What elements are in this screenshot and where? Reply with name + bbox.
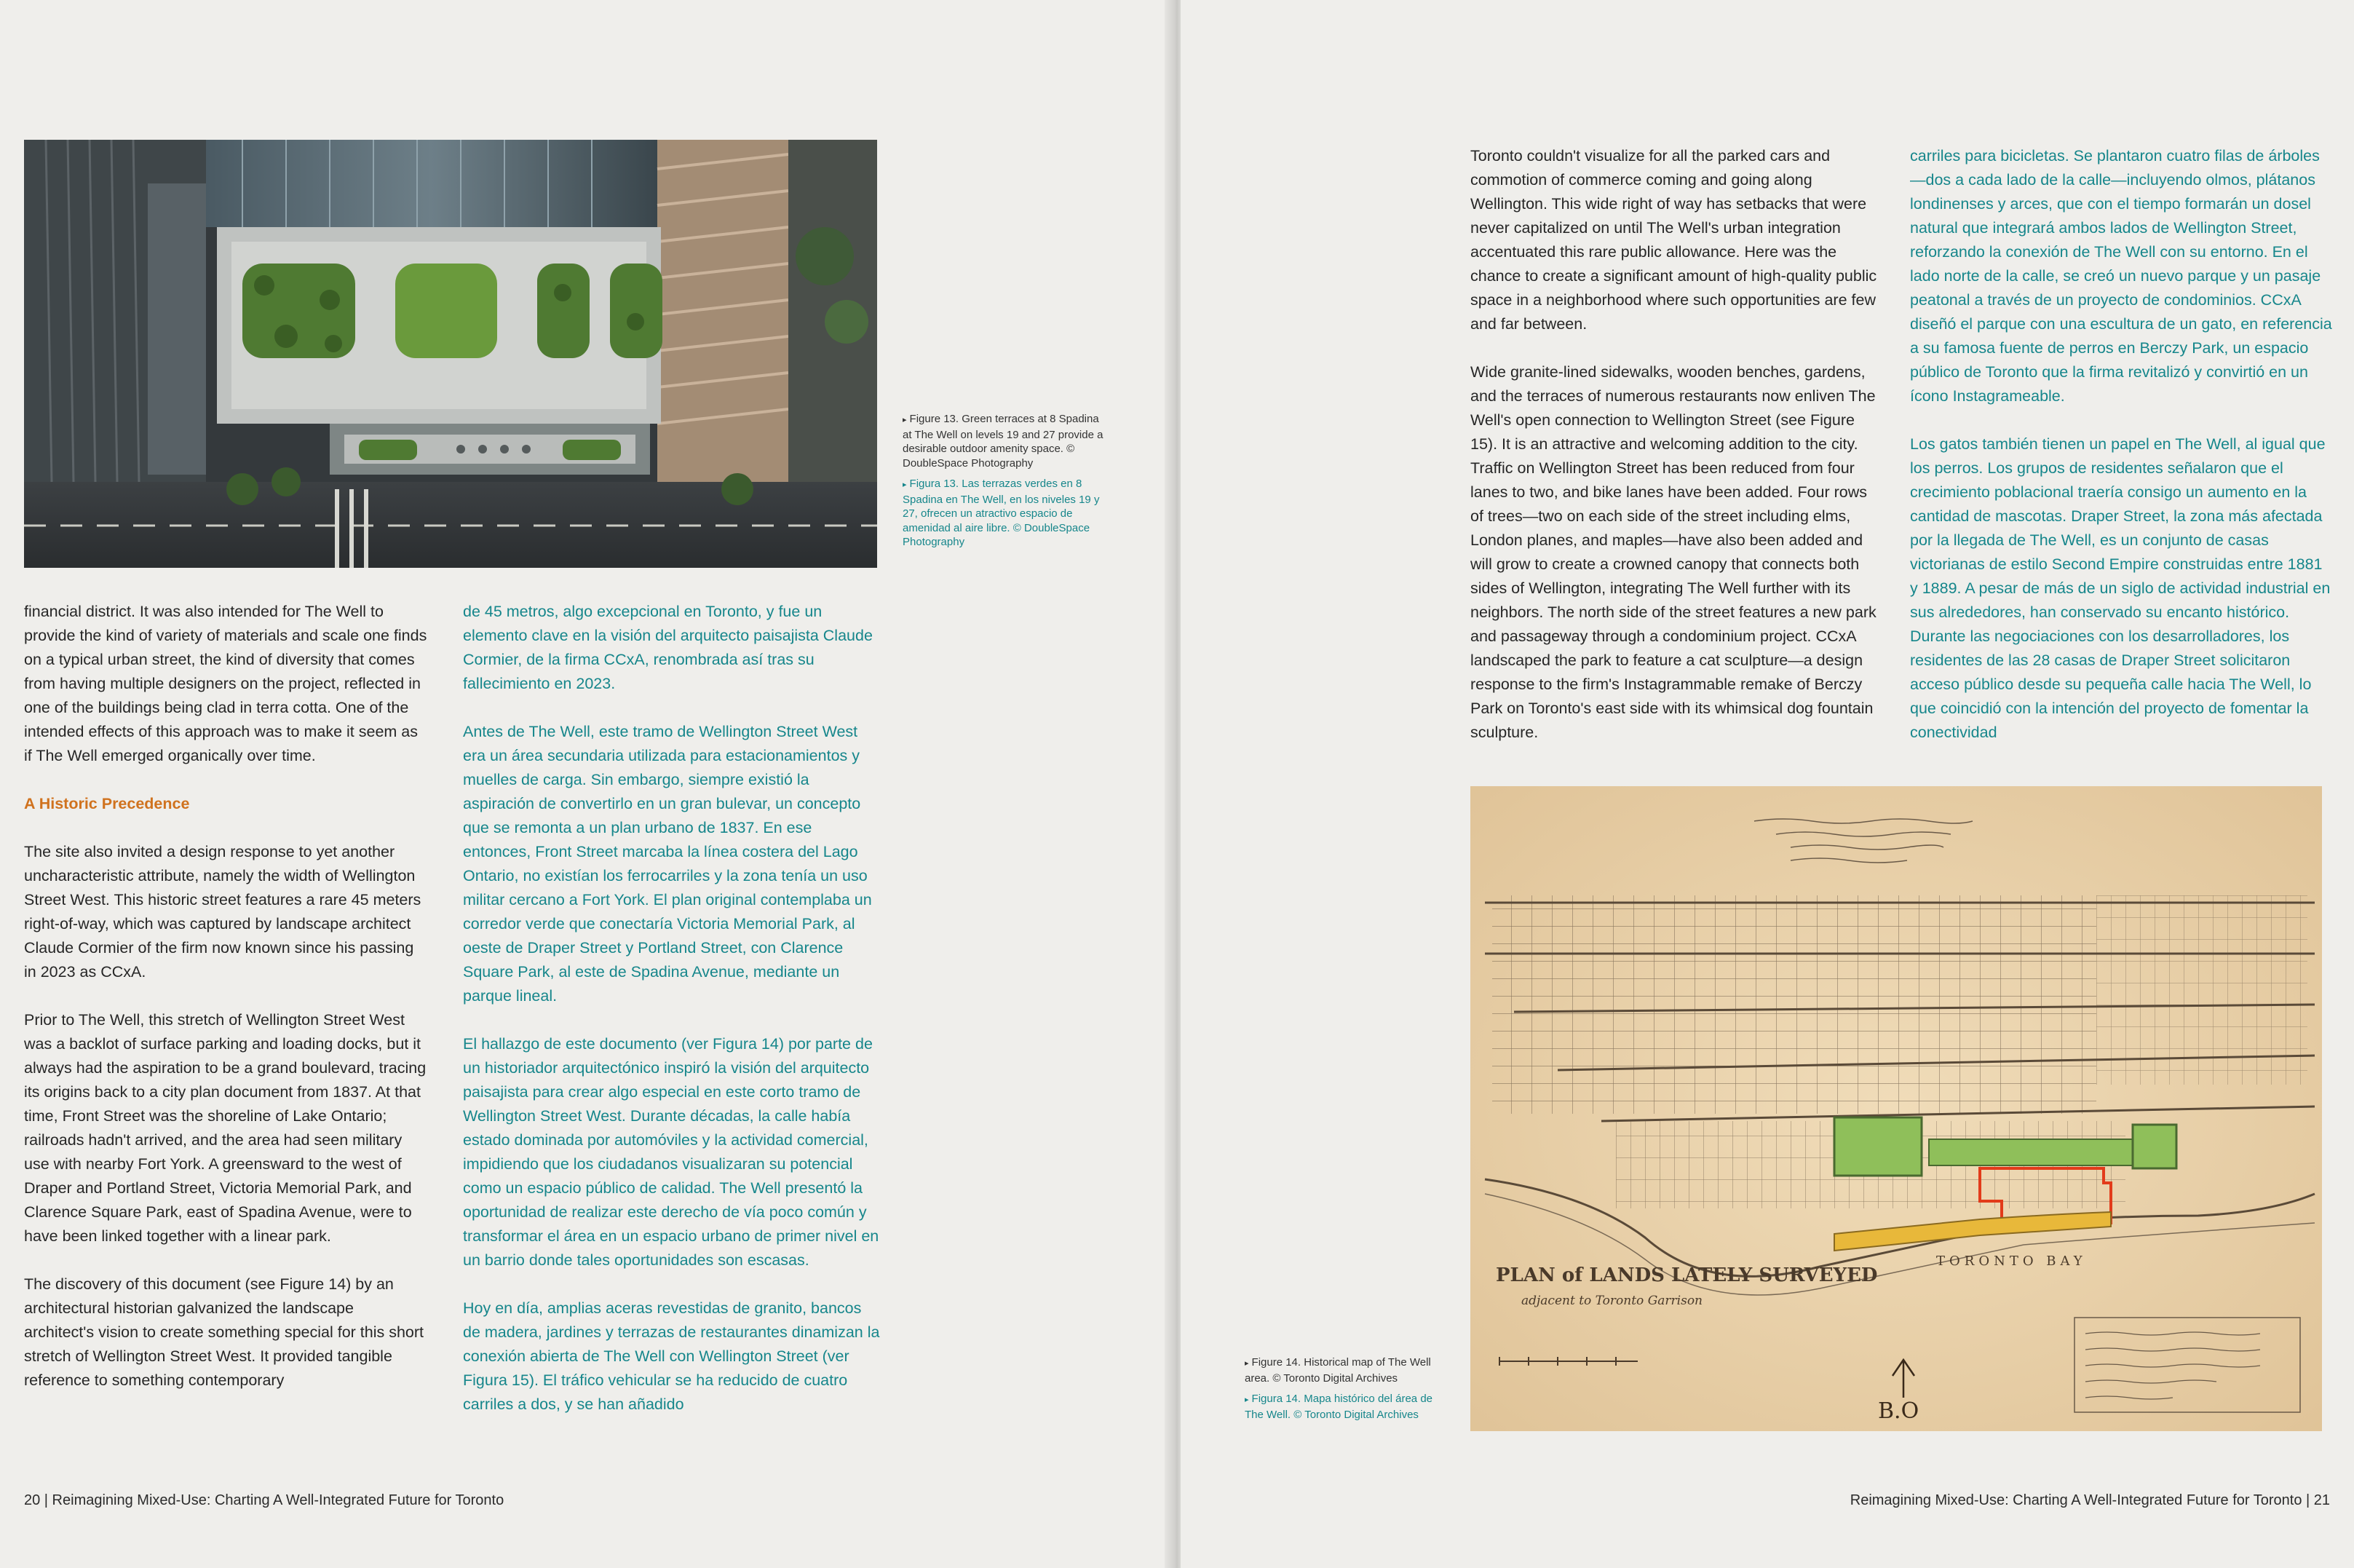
historical-map-figure-14 [1470,786,2322,1431]
figure-14-caption [1245,1355,1449,1428]
paragraph: The discovery of this document (see Figure 14) by an architectural historian galvanized the landscape architect's vision to create something special for this short stretch of Wellington Street West. It provided tangible reference to something contemporary [24,1275,424,1389]
paragraph: financial district. It was also intended for The Well to provide the kind of variety of materials and scale one finds on a typical urban street, the kind of diversity that comes from having multiple designers on the project, reflected in one of the buildings being clad in terra cotta. One of the intended effects of this approach was to make it seem as if The Well emerged organically over time. [24,603,427,764]
paragraph: Toronto couldn't visualize for all the parked cars and commotion of commerce coming and going along Wellington. This wide right of way has setbacks that were never capitalized on until The Well's urban integration accentuated this rare public allowance. Here was the chance to create a significant amount of high-quality public space in a neighborhood where such opportunities are few and far between. [1470,147,1877,333]
paragraph: The site also invited a design response to yet another uncharacteristic attribute, namely the width of Wellington Street West. This historic street features a rare 45 meters right-of-way, which was captured by landscape architect Claude Cormier of the firm now known since his passing in 2023 as CCxA. [24,843,421,981]
paragraph: Wide granite-lined sidewalks, wooden benches, gardens, and the terraces of numerous restaurants now enliven The Well's open connection to Wellington Street (see Figure 15). It is an attractive and welcoming addition to the city. Traffic on Wellington Street has been reduced from four lanes to two, and bike lanes have been added. Four rows of trees—two on each side of the street including elms, London planes, and maples—have also been added and will grow to create a crowned canopy that connects both sides of Wellington, integrating The Well further with its neighbors. The north side of the street features a new park and passageway through a condominium project. CCxA landscaped the park to feature a cat sculpture—a design response to the firm's Instagrammable remake of Berczy Park on Toronto's east side with its whimsical dog fountain sculpture. [1470,363,1877,741]
figure-13-caption-es: Figura 13. Las terrazas verdes en 8 Spadina en The Well, en los niveles 19 y 27, ofrecen un atractivo espacio de amenidad al aire libre. © DoubleSpace Photography [903,478,1100,548]
right-spanish-column [1910,144,2332,745]
figure-13-caption-en: Figure 13. Green terraces at 8 Spadina at The Well on levels 19 and 27 provide a desirable outdoor amenity space. © DoubleSpace Photography [903,413,1103,470]
left-spanish-column [463,600,881,1417]
figure-13-caption [903,412,1106,556]
right-english-column [1470,144,1878,745]
map-title: PLAN of LANDS LATELY SURVEYED [1496,1264,1878,1286]
paragraph: Los gatos también tienen un papel en The Well, al igual que los perros. Los grupos de residentes señalaron que el crecimiento poblacional traería consigo un aumento en la cantidad de mascotas. Draper Street, la zona más afectada por la llegada de The Well, es un conjunto de casas victorianas de estilo Second Empire construidas entre 1881 y 1889. A pesar de más de un siglo de actividad industrial en sus alrededores, han conservado su encanto histórico. Durante las negociaciones con los desarrolladores, los residentes de las 28 casas de Draper Street solicitaron acceso público desde su pequeña calle hacia The Well, lo que coincidió con la intención del proyecto de fomentar la conectividad [1910,435,2331,741]
left-english-column [24,600,428,1393]
caption-triangle-icon: ▸ [1245,1359,1249,1368]
left-page [0,0,1173,1568]
paragraph: carriles para bicicletas. Se plantaron cuatro filas de árboles—dos a cada lado de la calle—incluyendo olmos, plátanos londinenses y arces, que con el tiempo formarán un dosel natural que integrará ambos lados de Wellington Street, reforzando la conexión de The Well con su entorno. En el lado norte de la calle, se creó un nuevo parque y un pasaje peatonal a través de un proyecto de condominios. CCxA diseñó el parque con una escultura de un gato, en referencia a su famosa fuente de perros en Berczy Park, un espacio público de Toronto que la firma revitalizó y convirtió en un ícono Instagrameable. [1910,147,2332,405]
right-page-footer: Reimagining Mixed-Use: Charting A Well-Integrated Future for Toronto | 21 [1850,1492,2330,1508]
map-bay-label: TORONTO BAY [1936,1254,2087,1269]
section-heading: A Historic Precedence [24,795,190,812]
left-page-footer: 20 | Reimagining Mixed-Use: Charting A Well-Integrated Future for Toronto [24,1492,504,1508]
paragraph: de 45 metros, algo excepcional en Toronto, y fue un elemento clave en la visión del arquitecto paisajista Claude Cormier, de la firma CCxA, renombrada así tras su fallecimiento en 2023. [463,603,873,692]
aerial-photo-figure-13 [24,140,877,568]
paragraph: Antes de The Well, este tramo de Wellington Street West era un área secundaria utilizada para estacionamientos y muelles de carga. Sin embargo, siempre existió la aspiración de convertirlo en un gran bulevar, un concepto que se remonta a un plan urbano de 1837. En ese entonces, Front Street marcaba la línea costera del Lago Ontario, no existían los ferrocarriles y la zona tenía un uso militar cercano a Fort York. El plan original contemplaba un corredor verde que conectaría Victoria Memorial Park, al oeste de Draper Street y Portland Street, con Clarence Square Park, al este de Spadina Avenue, mediante un parque lineal. [463,723,872,1005]
caption-triangle-icon: ▸ [903,416,907,424]
paragraph: Prior to The Well, this stretch of Wellington Street West was a backlot of surface parking and loading docks, but it always had the aspiration to be a grand boulevard, tracing its origins back to a city plan document from 1837. At that time, Front Street was the shoreline of Lake Ontario; railroads hadn't arrived, and the area had seen military use with nearby Fort York. A greensward to the west of Draper and Portland Street, Victoria Memorial Park, and Clarence Square Park, east of Spadina Avenue, were to have been linked together with a linear park. [24,1011,427,1245]
figure-14-caption-en: Figure 14. Historical map of The Well area. © Toronto Digital Archives [1245,1356,1431,1385]
figure-14-caption-es: Figura 14. Mapa histórico del área de The Well. © Toronto Digital Archives [1245,1393,1433,1421]
paragraph: El hallazgo de este documento (ver Figura 14) por parte de un historiador arquitectónico inspiró la visión del arquitecto paisajista para crear algo especial en este corto tramo de Wellington Street West. Durante décadas, la calle había estado dominada por automóviles y la actividad comercial, impidiendo que los ciudadanos visualizaran su potencial como un espacio público de calidad. The Well presentó la oportunidad de realizar este derecho de vía poco común y transformar el área en un espacio urbano de primer nivel en un barrio donde tales oportunidades son escasas. [463,1035,879,1269]
caption-triangle-icon: ▸ [1245,1395,1249,1404]
paragraph: Hoy en día, amplias aceras revestidas de granito, bancos de madera, jardines y terrazas de restaurantes dinamizan la conexión abierta de The Well con Wellington Street (ver Figura 15). El tráfico vehicular se ha reducido de cuatro carriles a dos, y se han añadido [463,1299,880,1413]
map-subtitle: adjacent to Toronto Garrison [1521,1294,1703,1308]
caption-triangle-icon: ▸ [903,480,907,489]
map-monogram: B.O [1878,1398,1919,1424]
